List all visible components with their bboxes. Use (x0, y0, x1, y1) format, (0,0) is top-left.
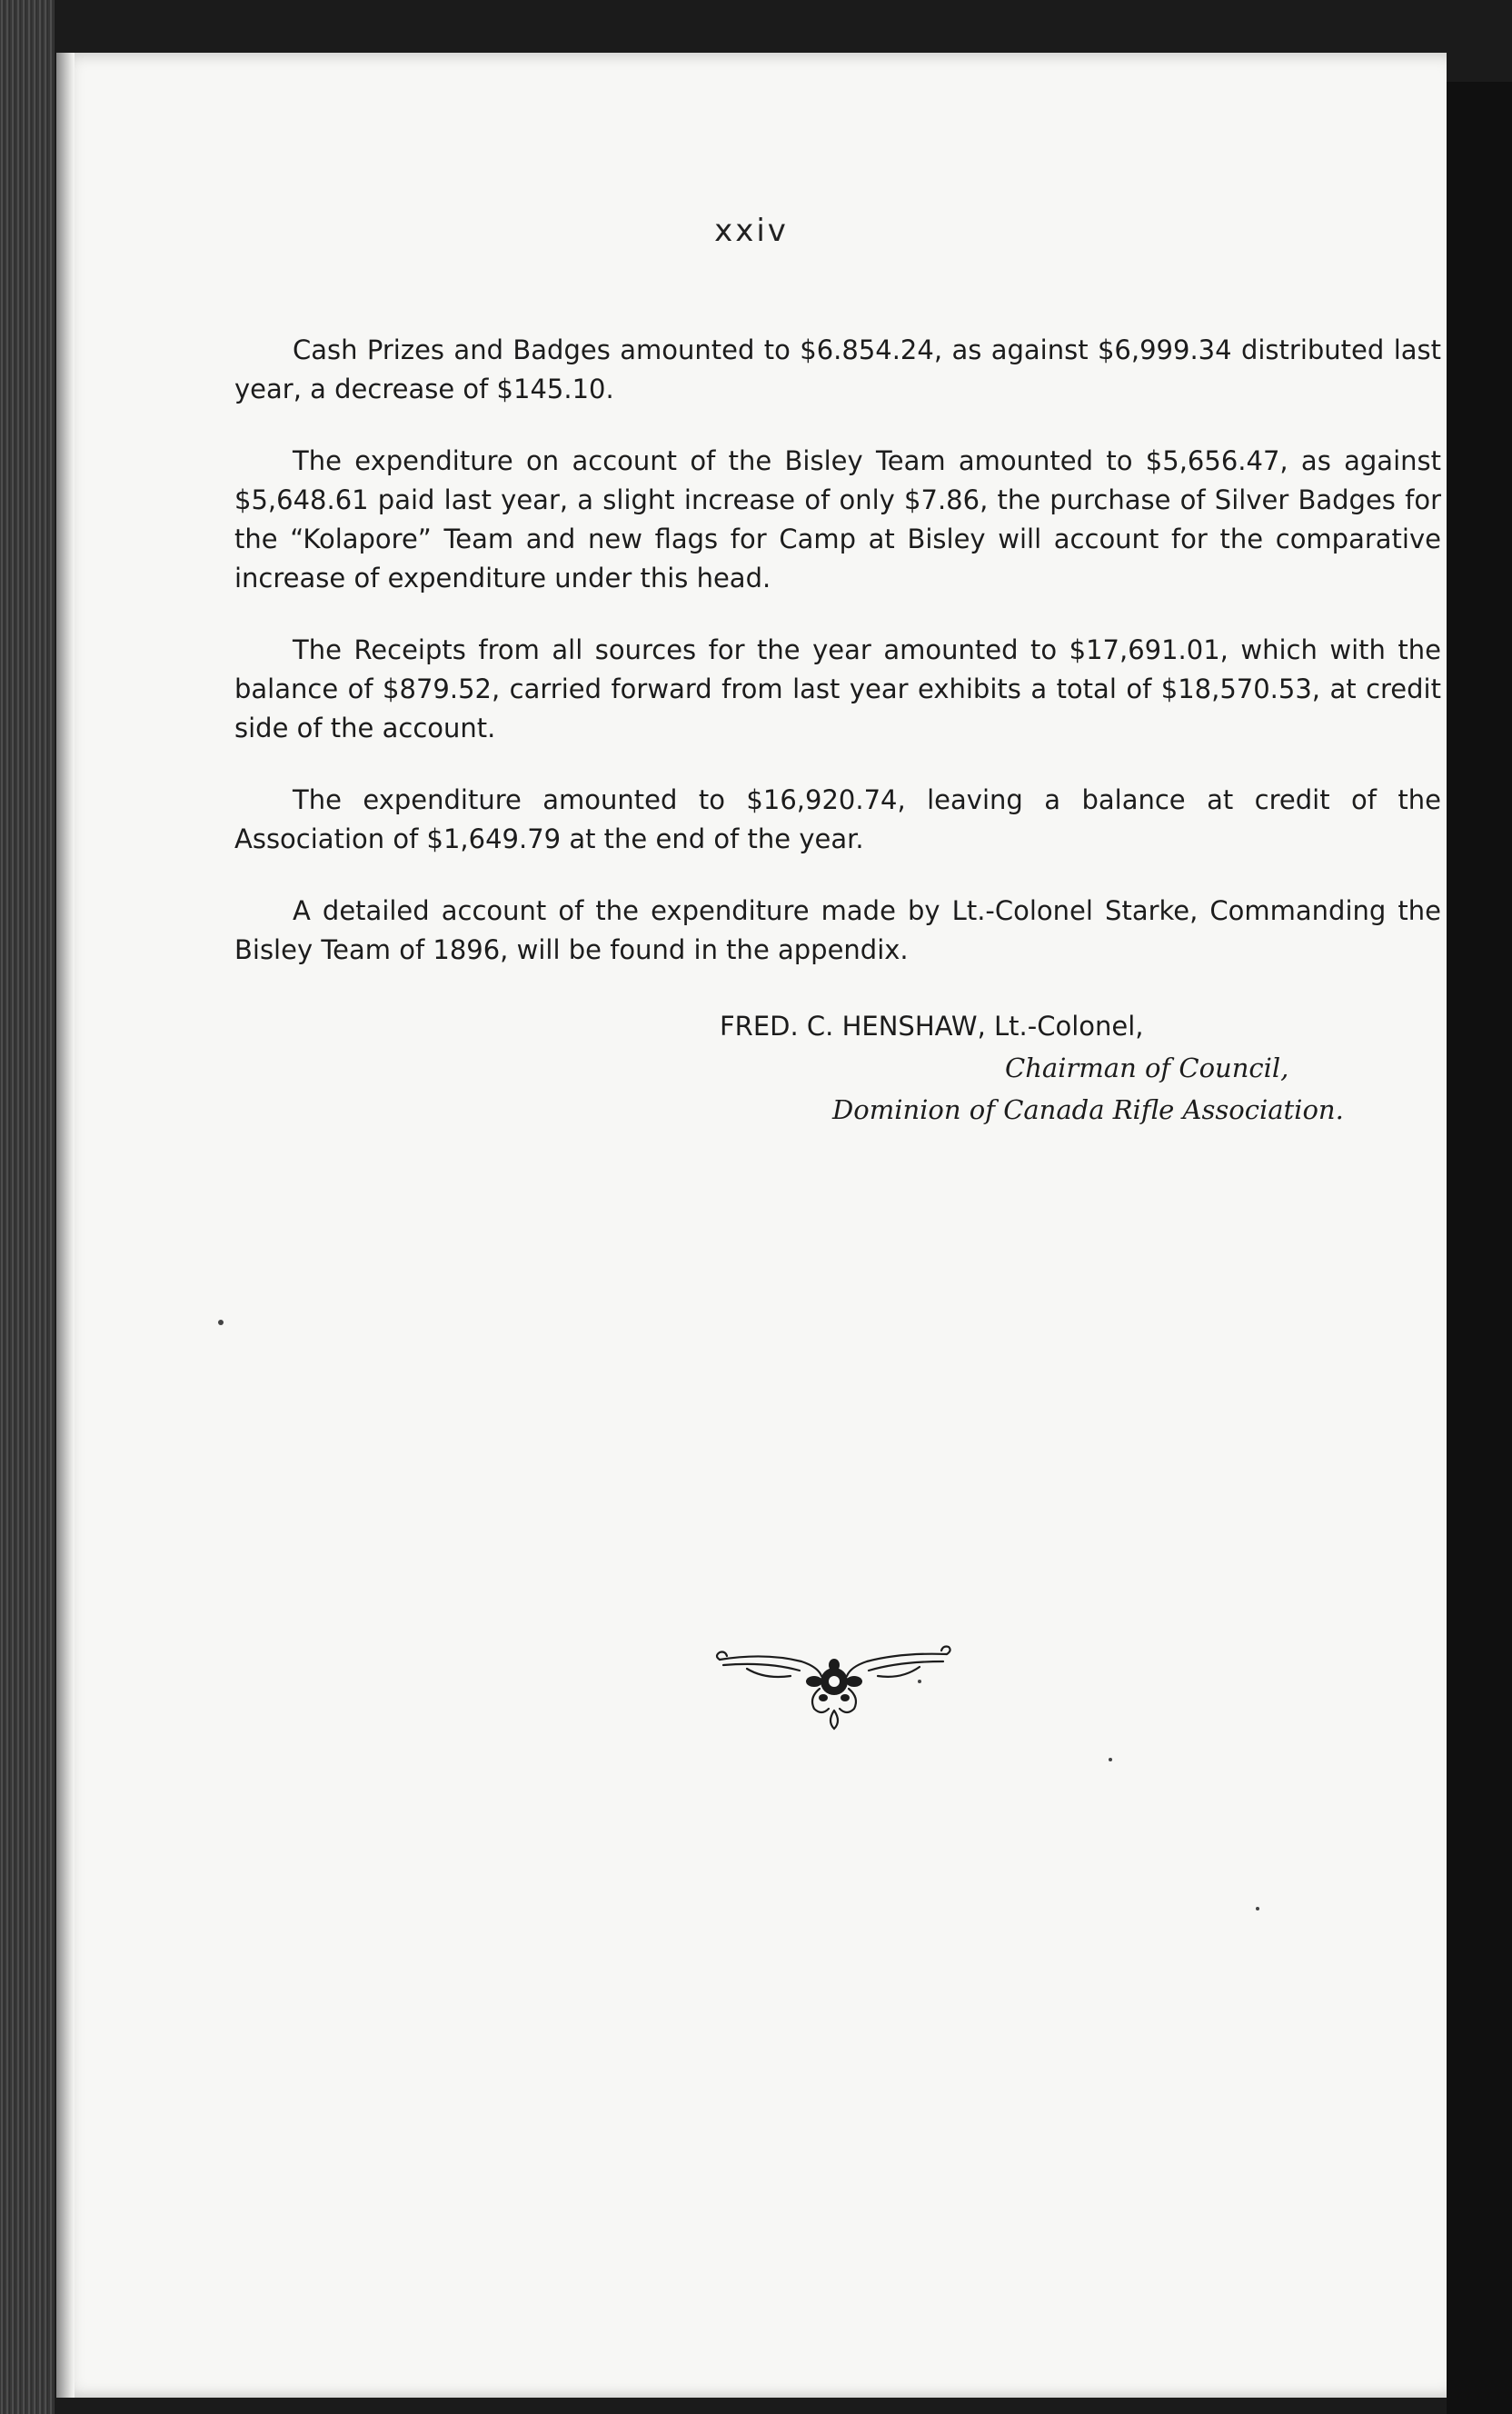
scan-speck (218, 1320, 224, 1325)
paragraph-bisley-team: The expenditure on account of the Bisley Team amounted to $5,656.47, as against $5,648.61 paid last year, a slight increase of only $7.86, the purchase of Silver Badges for the “Kolapore” Team and new flags for Camp at Bisley will account for the comparative increase of expenditure under this head. (234, 445, 1441, 594)
document-page (56, 53, 1447, 2398)
signature-organization: Dominion of Canada Rifle Association. (832, 1094, 1344, 1125)
scan-speck (918, 1680, 921, 1683)
paragraph-receipts: The Receipts from all sources for the year amounted to $17,691.01, which with the balance of $879.52, carried forward from last year exhibits a total of $18,570.53, at credit side of the account. (234, 634, 1441, 743)
paragraph-detailed-account: A detailed account of the expenditure made by Lt.-Colonel Starke, Commanding the Bisley Team of 1896, will be found in the appendix. (234, 895, 1441, 965)
page-number: xxiv (714, 213, 789, 249)
scan-right-edge (1447, 82, 1512, 2414)
paragraph-cash-prizes: Cash Prizes and Badges amounted to $6.854.24, as against $6,999.34 distributed last year, a decrease of $145.10. (234, 334, 1441, 404)
signature-role: Chairman of Council, (1005, 1052, 1289, 1083)
body-text (234, 331, 1441, 1003)
floral-ornament-icon (711, 1634, 956, 1734)
paragraph-expenditure: The expenditure amounted to $16,920.74, leaving a balance at credit of the Association of $1,649.79 at the end of the year. (234, 784, 1441, 854)
page-gutter (56, 53, 75, 2398)
scan-binding-edge (0, 0, 55, 2414)
signature-name: FRED. C. HENSHAW, Lt.-Colonel, (720, 1011, 1144, 1042)
scan-speck (1256, 1907, 1259, 1910)
scan-speck (1109, 1758, 1112, 1761)
